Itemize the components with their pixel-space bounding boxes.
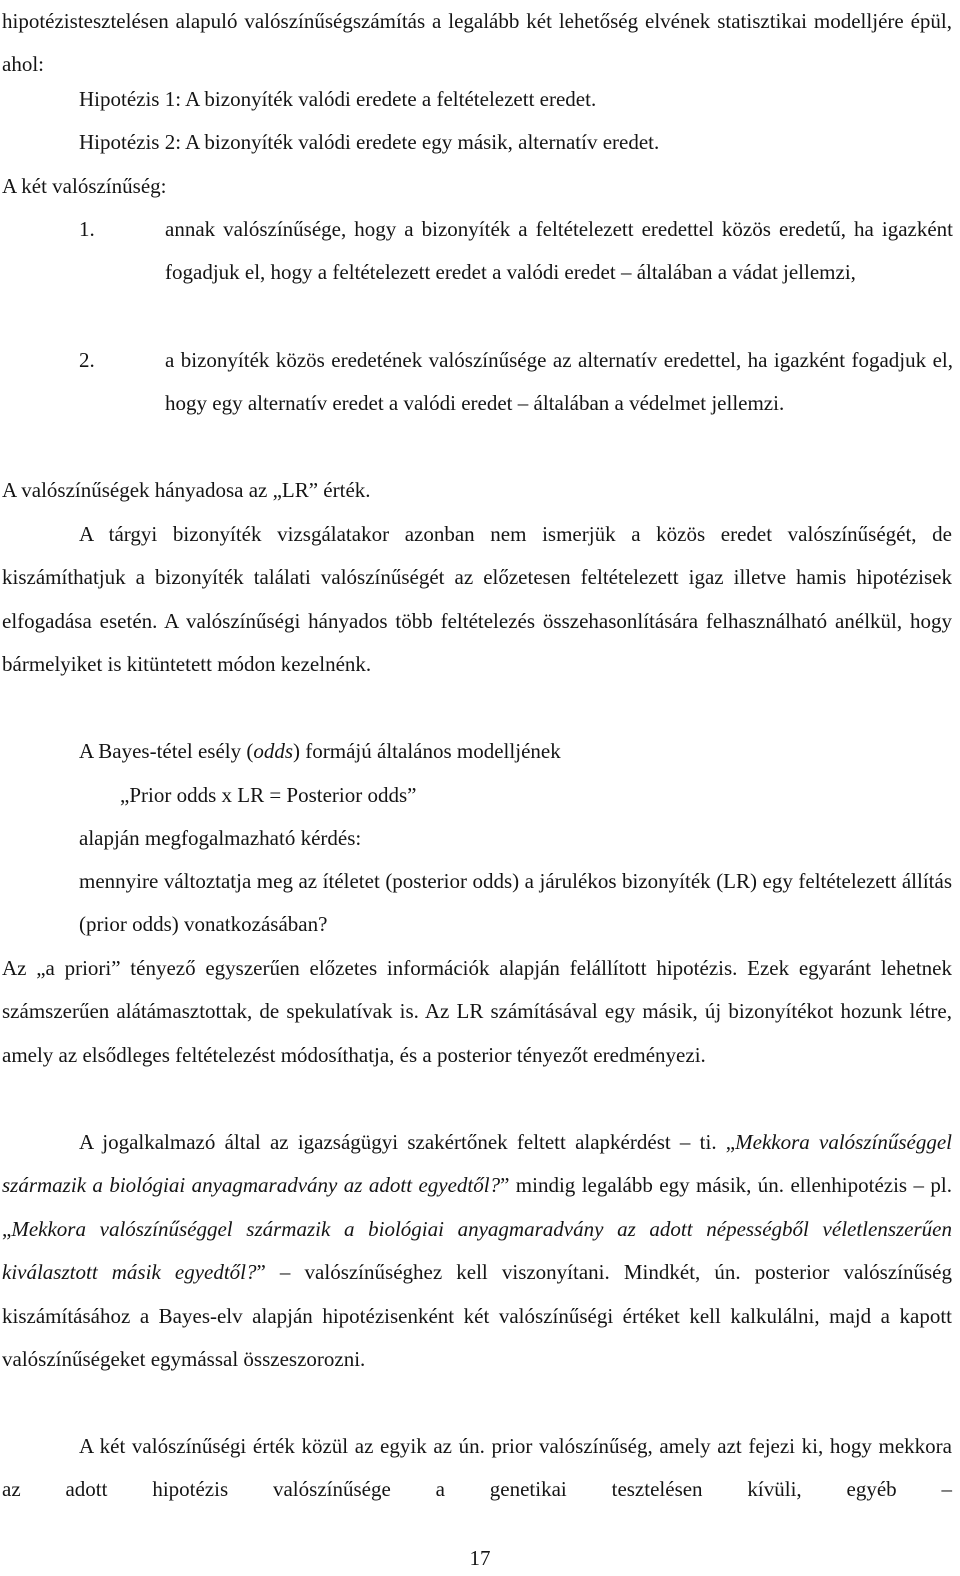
jog-text-1: A jogalkalmazó által az igazságügyi szakértőnek feltett alapkérdést – ti. „ bbox=[79, 1130, 736, 1154]
bayes-lead-text: A Bayes-tétel esély ( bbox=[79, 739, 254, 763]
jog-text-2: ” mindig legalább egy másik, ún. ellenhipotézis – pl. „ bbox=[2, 1173, 952, 1241]
list-item-text: annak valószínűsége, hogy a bizonyíték a feltételezett eredettel közös eredetű, ha igazként fogadjuk el, hogy a feltételezett eredet a valódi eredet – általában a vádat jellemzi, bbox=[165, 217, 953, 285]
bayes-lead bbox=[79, 730, 561, 773]
list-item-number: 1. bbox=[79, 217, 95, 241]
paragraph-jogalkalmazo bbox=[2, 1121, 952, 1381]
list-item-number: 2. bbox=[79, 348, 95, 372]
list-item-text: a bizonyíték közös eredetének valószínűsége az alternatív eredettel, ha igazként fogadjuk el, hogy egy alternatív eredet a valódi eredet – általában a védelmet jellemzi. bbox=[165, 348, 953, 416]
bayes-question: mennyire változtatja meg az ítéletet (posterior odds) a járulékos bizonyíték (LR) egy feltételezett állítás (prior odds) vonatkozásában? bbox=[79, 869, 952, 937]
ratio-sentence: A valószínűségek hányadosa az „LR” érték. bbox=[2, 478, 371, 502]
bayes-lead-text-end: ) formájú általános modelljének bbox=[293, 739, 561, 763]
bayes-lead-odds: odds bbox=[253, 739, 294, 763]
paragraph-a-priori: Az „a priori” tényező egyszerűen előzetes információk alapján felállított hipotézis. Ezek egyaránt lehetnek számszerűen alátámasztottak, de spekulatívak is. Az LR számításával egy másik, új bizonyítékot hozunk létre, amely az elsődleges feltételezést módosíthatja, és a posterior tényezőt eredményezi. bbox=[2, 956, 952, 1067]
intro-paragraph: hipotézistesztelésen alapuló valószínűségszámítás a legalább két lehetőség elvének statisztikai modelljére épül, ahol: bbox=[2, 9, 952, 77]
question-intro: alapján megfogalmazható kérdés: bbox=[79, 826, 362, 850]
hypothesis-1: Hipotézis 1: A bizonyíték valódi eredete a feltételezett eredet. bbox=[79, 87, 597, 111]
two-probabilities-heading: A két valószínűség: bbox=[2, 174, 167, 198]
jog-text-3: ” – valószínűséghez kell viszonyítani. Mindkét, ún. posterior valószínűség kiszámításához a Bayes-elv alapján hipotézisenként két valószínűségi értéket kell kalkulálni, majd a kapott valószínűségeket egymással összeszorozni. bbox=[2, 1260, 952, 1372]
hypothesis-2: Hipotézis 2: A bizonyíték valódi eredete egy másik, alternatív eredet. bbox=[79, 130, 660, 154]
paragraph-targyi-bizonyitek: A tárgyi bizonyíték vizsgálatakor azonban nem ismerjük a közös eredet valószínűségét, de kiszámíthatjuk a bizonyíték találati valószínűségét az előzetesen feltételezett igaz illetve hamis hipotézisek elfogadása esetén. A valószínűségi hányados több feltételezés összehasonlítására felhasználható anélkül, hogy bármelyiket is kitüntetett módon kezelnénk. bbox=[2, 522, 952, 677]
page-number: 17 bbox=[469, 1546, 491, 1570]
jog-question-1: Mekkora valószínűséggel származik a biológiai anyagmaradvány az adott egyedtől? bbox=[2, 1130, 952, 1198]
paragraph-prior: A két valószínűségi érték közül az egyik az ún. prior valószínűség, amely azt fejezi ki, hogy mekkora az adott hipotézis valószínűsége a genetikai tesztelésen kívüli, egyéb – bbox=[2, 1434, 952, 1502]
jog-question-2: Mekkora valószínűséggel származik a biológiai anyagmaradvány az adott népességből véletlenszerűen kiválasztott másik egyedtől? bbox=[2, 1216, 952, 1285]
bayes-formula: „Prior odds x LR = Posterior odds” bbox=[120, 783, 417, 807]
